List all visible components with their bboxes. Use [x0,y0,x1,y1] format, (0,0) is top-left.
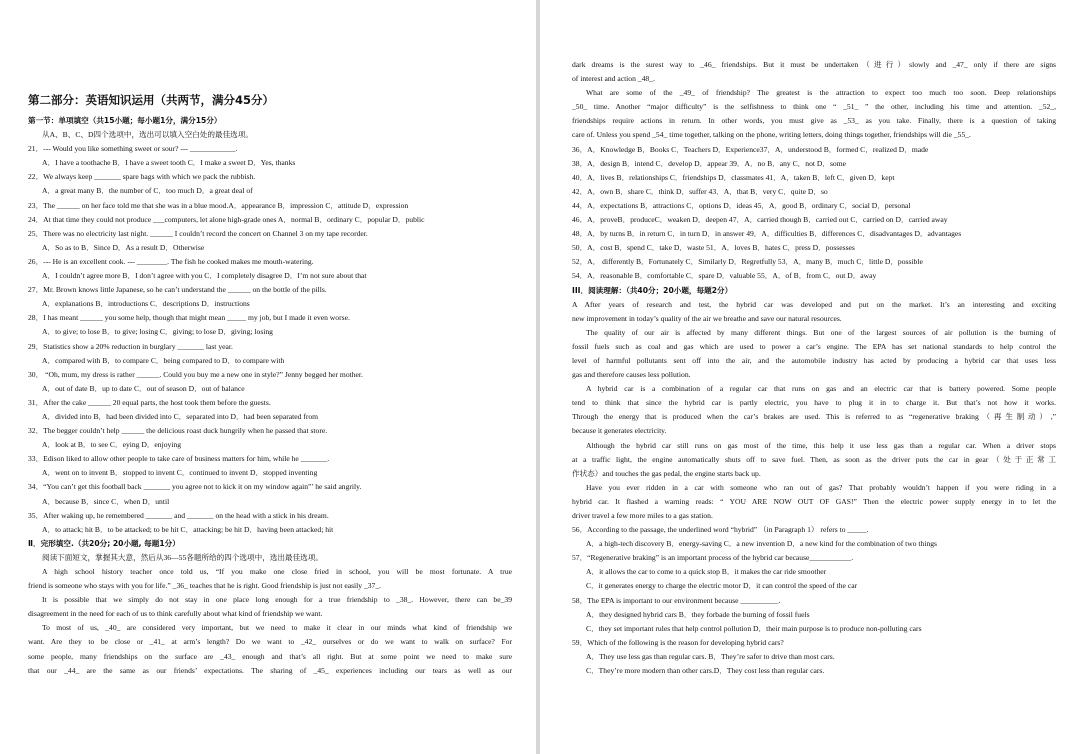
text-line: 第一节：单项填空（共15小题；每小题1分，满分15分） [28,116,222,125]
text-line: _50_ time. Another “major difficulty” is the selfishness to think one “ _51_ ” the other, including his time and attention. _52_, [572,102,1056,112]
text-line: A．divided into B．had been divided into C．separated into D．had been separated from [42,411,319,421]
text-line: 28．I has meant ______ you some help, though that might mean _____ my job, but I made it even worse. [28,313,350,323]
text-line: III．阅读理解：（共40分；20小题，每题2分） [572,285,733,295]
text-line: 26．--- He is an excellent cook. --- ________. The fish he cooked makes me mouth-watering. [28,256,314,266]
part-title: 第二部分：英语知识运用（共两节，满分45分） [28,93,275,107]
text-line: gas and therefore causes less pollution. [572,370,691,380]
text-line: Through the energy that is produced when the car’s brakes are used. This is referred to as “regenerative braking（再生制动）,” [572,412,1056,422]
text-line: driver travel a few more miles to a gas station. [572,511,713,520]
text-line: A．look at B．to see C．eying D．enjoying [42,440,181,450]
text-line: 22．We always keep _______ spare bags with which we pack the rubbish. [28,172,256,182]
text-line: To most of us, _40_ are considered very important, but we need to make it clear in our minds what kind of friendship we [42,623,512,633]
text-line: friendships require actions in return. In other words, you must give as _53_ as you take. Finally, there is a question of taking [572,116,1056,126]
text-line: The quality of our air is affected by many different things. But one of the largest sources of air pollution is the burning of [586,327,1056,337]
text-line: 32．The begger couldn’t help ______ the delicious roast duck hungrily when he passed that store. [28,426,328,436]
left-page-content [28,88,512,678]
text-line: 21．--- Would you like something sweet or sour? --- ____________. [28,144,238,154]
right-page [540,0,1076,754]
text-line: A．to attack; hit B．to be attacked; to be hit C．attacking; be hit D．having been attacked; hit [42,524,334,534]
text-line: A．a great many B．the number of C．too much D．a great deal of [42,186,253,196]
text-line: level of harmful pollutants sent off into the air, and the automobile industry has acted by producing a hybrid car that uses less [572,355,1056,365]
text-line: fossil fuels such as coal and gas which are used to power a car’s engine. The EPA has set national standards to help control the [572,341,1056,351]
text-line: hybrid car. It flashed a warning reads: “ YOU ARE NOW OUT OF GAS!” Then the electric power supply energy in to let the [572,496,1056,506]
left-page [0,0,536,754]
text-line: 38．A．design B．intend C．develop D．appear 39．A．no B．any C．not D．some [572,158,846,168]
text-line: 阅读下面短文，掌握其大意，然后从36—55各题所给的四个选项中，选出最佳选项。 [42,552,323,562]
text-line: tend to think that since the hybrid car is partly electric, you have to plug it in to charge it. But that’s not how it works. [572,398,1056,408]
text-line: 58．The EPA is important to our environment because __________. [572,595,781,605]
text-line: 23．The ______ on her face told me that she was in a blue mood.A．appearance B．impression C．attitude D．expression [28,200,409,210]
text-line: 30． “Oh, mum, my dress is rather ______. Could you buy me a new one in style?” Jenny begged her mother. [28,369,363,379]
text-line: A．a high-tech discovery B．energy-saving C．a new invention D．a new kind for the combination of two things [586,539,937,549]
text-line: A．I couldn’t agree more B．I don’t agree with you C．I completely disagree D．I’m not sure about that [42,271,367,281]
text-line: 48．A．by turns B．in return C．in turn D．in answer 49．A．difficulties B．differences C．disadvantages D．advantages [572,229,962,239]
text-line: disagreement in the need for each of us to think carefully about what kind of friendship we want. [28,609,323,619]
text-line: some people, many friendships on the surface are _43_ enough and that’s all right. But at some point we need to make sure [28,651,512,661]
text-line: Although the hybrid car still runs on gas most of the time, this help it use less gas than a regular car. When a driver stops [586,440,1056,450]
text-line: What are some of the _49_ of friendship? The greatest is the attraction to expect too much too soon. Deep relationships [586,88,1056,98]
text-line: A．So as to B．Since D．As a result D．Otherwise [42,242,205,252]
text-line: 56．According to the passage, the underlined word “hybrid” （in Paragraph 1） refers to _____. [572,525,869,535]
text-line: Have you ever ridden in a car with someone who ran out of gas? That probably wouldn’t happen if you were riding in a [586,482,1056,492]
text-line: 54．A．reasonable B．comfortable C．spare D．valuable 55．A．of B．from C．out D．away [572,271,877,281]
text-line: 50．A．cost B．spend C．take D．waste 51．A．loves B．hates C．press D．possesses [572,243,855,253]
text-line: 40．A．lives B．relationships C．friendships D．classmates 41．A．taken B．left C．given D．kept [572,172,895,182]
text-line: A high school history teacher once told us, “If you make one close fried in school, you will be most fortunate. A true [42,567,512,576]
text-line: 作状态）and touches the gas pedal, the engine starts back up. [572,468,761,478]
text-line: of interest and action _48_. [572,74,655,84]
text-line: A After years of research and test, the hybrid car was developed and put on the market. It’s an interesting and exciting [572,299,1056,309]
text-line: A．went on to invent B．stopped to invent C．continued to invent D．stopped inventing [42,468,318,478]
text-line: at a traffic light, the engine automatically shuts off to save fuel. Then, as soon as the driver puts the car in gear（处于正常工 [572,454,1056,464]
text-line: 42．A．own B．share C．think D．suffer 43．A．that B．very C．quite D．so [572,186,828,196]
right-page-content [572,58,1056,678]
text-line: 57．“Regenerative braking” is an important process of the hybrid car because___________. [572,553,854,563]
text-line: 24．At that time they could not produce ___computers, let alone high-grade ones A．normal B．ordinary C．popular D．public [28,214,425,224]
text-line: because it generates electricity. [572,426,667,436]
text-line: It is possible that we simply do not stay in one place long enough for a true friendship to _38_. However, there can be_39 [42,595,512,605]
text-line: 34．“You can’t get this football back _______ you agree not to kick it on my window again”’ he said angrily. [28,482,362,492]
text-line: friend is someone who stays with you for life.” _36_ teaches that he is right. Good friendship is just not easily _37_. [28,581,382,591]
text-line: A．because B．since C．when D．until [42,496,170,506]
text-line: A．I have a toothache B．I have a sweet tooth C．I make a sweet D．Yes, thanks [42,158,296,168]
text-line: care of. Unless you spend _54_ time together, talking on the phone, writing letters, doing things together, friendships will die _55_. [572,130,971,140]
text-line: 35．After waking up, he remembered _______ and _______ on the head with a stick in his dream. [28,510,329,520]
text-line: 36．A．Knowledge B．Books C．Teachers D．Experience37．A．understood B．formed C．realized D．made [572,144,929,154]
text-line: 25．There was no electricity last night. ______ I couldn’t record the concert on Channel 3 on my tape recorder. [28,228,368,238]
text-line: 27．Mr. Brown knows little Japanese, so he can’t understand the ______ on the bottle of the pills. [28,285,327,295]
text-line: Ⅱ．完形填空.（共20分; 20小题, 每题1分） [28,538,180,548]
text-line: C．it generates energy to charge the electric motor D．it can control the speed of the car [586,581,858,591]
text-line: A hybrid car is a combination of a regular car that runs on gas and an electric car that is battery powered. Some people [586,384,1056,394]
text-line: 从A、B、C、D四个选项中，选出可以填入空白处的最佳选项。 [42,130,253,140]
text-line: C．They’re more modern than other cars.D．They cost less than regular cars. [586,666,825,676]
text-line: A．They use less gas than regular cars. B．They’re safer to drive than most cars. [586,651,835,661]
text-line: A．it allows the car to come to a quick stop B．it makes the car ride smoother [586,567,827,577]
text-line: C．they set important rules that help control pollution D．their main purpose is to produce non-polluting cars [586,623,922,633]
text-line: A．out of date B．up to date C．out of season D．out of balance [42,383,245,393]
text-line: new improvement in today’s quality of the air we breathe and save our natural resources. [572,313,842,323]
text-line: 59．Which of the following is the reason for developing hybrid cars? [572,637,784,647]
text-line: 44．A．expectations B．attractions C．options D．ideas 45．A．good B．ordinary C．social D．personal [572,200,911,210]
text-line: 33．Edison liked to allow other people to take care of business matters for him, while he _______. [28,454,330,464]
text-line: 31．After the cake ______ 20 equal parts, the host took them before the guests. [28,397,271,407]
text-line: 46．A．proveB．produceC．weaken D．deepen 47．A．carried though B．carried out C．carried on D．carried away [572,215,948,225]
text-line: A．to give; to lose B．to give; losing C．giving; to lose D．giving; losing [42,327,273,337]
text-line: A．they designed hybrid cars B．they forbade the burning of fossil fuels [586,609,810,619]
text-line: 29．Statistics show a 20% reduction in burglary _______ last year. [28,341,233,351]
text-line: want. Are they to be close or _41_ at arm’s length? Do we want to _42_ ourselves or do we want to walk on surface? For [28,637,512,647]
text-line: A．compared with B．to compare C．being compared to D．to compare with [42,355,285,365]
text-line: A．explanations B．introductions C．descriptions D．instructions [42,299,250,309]
text-line: 52．A． differently B．Fortunately C．Similarly D．Regretfully 53．A．many B．much C．little D．possible [572,257,923,267]
text-line: that our _44_ are the same as our friends’ expectations. The sharing of _45_ experiences including our tears as well as our [28,665,512,675]
text-line: dark dreams is the surest way to _46_ friendships. But it must be undertaken（进行）slowly and _47_ only if there are signs [572,60,1056,69]
